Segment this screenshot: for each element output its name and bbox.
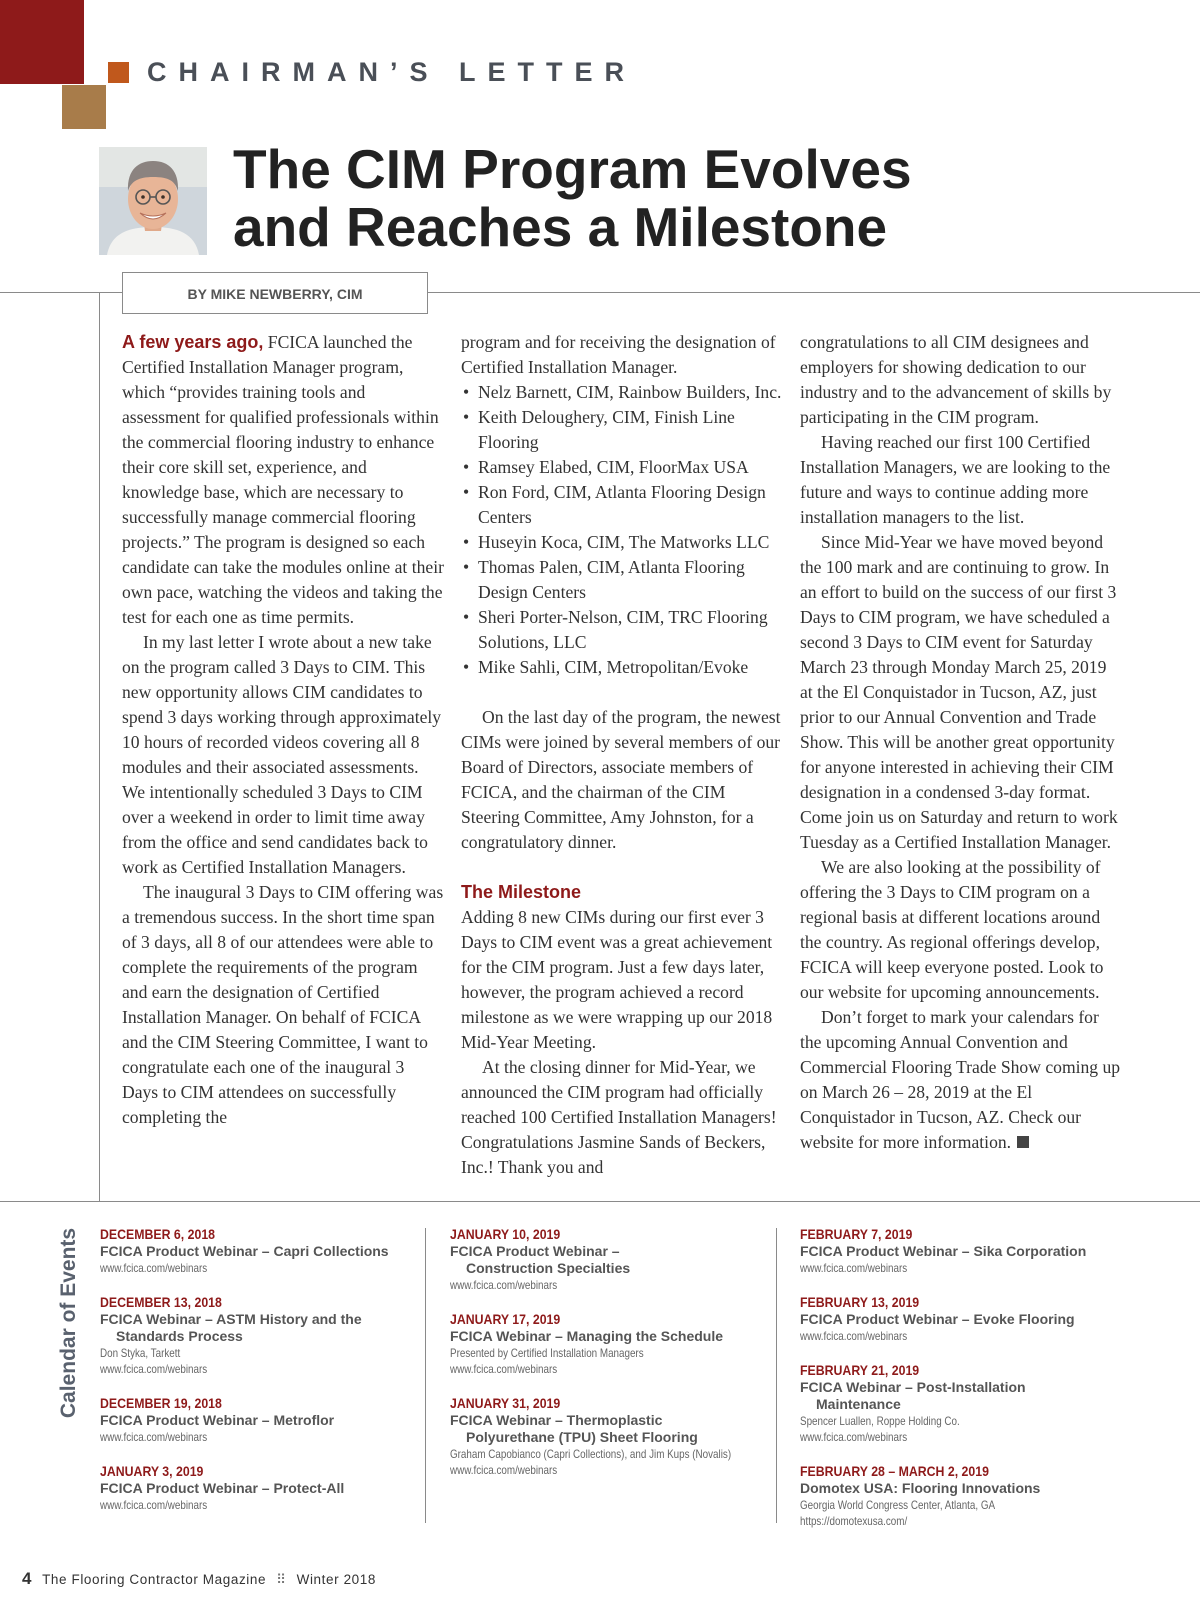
headline [233,140,1153,256]
page-footer [22,1569,376,1589]
event-date: JANUARY 17, 2019 [450,1311,561,1327]
event-date: DECEMBER 13, 2018 [100,1294,222,1310]
event-link[interactable]: www.fcica.com/webinars [800,1261,908,1275]
event-link[interactable]: www.fcica.com/webinars [450,1362,558,1376]
event-title: FCICA Product Webinar – Capri Collections [100,1243,389,1259]
calendar-rule [0,1201,1200,1202]
headline-line-2: and Reaches a Milestone [233,196,888,258]
paragraph: On the last day of the program, the newest CIMs were joined by several members of our Board of Directors, associate members of FCICA, and the chairman of the CIM Steering Committee, Amy Johnston, for a congratulatory dinner. [461,707,781,852]
paragraph: The inaugural 3 Days to CIM offering was a tremendous success. In the short time span of 3 days, all 8 of our attendees were able to complete the requirements of the program and earn the designation of Certified Installation Manager. On behalf of FCICA and the CIM Steering Committee, I want to congratulate each one of the inaugural 3 Days to CIM attendees on successfully completing the [122,882,444,1127]
event-date: FEBRUARY 28 – MARCH 2, 2019 [800,1463,989,1479]
section-marker-square [108,62,129,83]
event-title: FCICA Product Webinar – Protect-All [100,1480,345,1496]
event-title: FCICA Webinar – Managing the Schedule [450,1328,724,1344]
page-number: 4 [22,1569,33,1588]
event-item [100,1294,420,1377]
calendar-divider [425,1228,426,1523]
event-link[interactable]: https://domotexusa.com/ [800,1514,908,1528]
paragraph-text: FCICA launched the Certified Installation Manager program, which “provides training tools and assessment for qualified professionals within the commercial flooring industry to enhance their core skill set, experience, and knowledge base, which are necessary to successfully manage commercial flooring projects.” The program is designed so each candidate can take the modules online at their own pace, watching the videos and taking the test for each one as time permits. [122,332,444,627]
event-title: FCICA Product Webinar – Metroflor [100,1412,335,1428]
event-item [800,1463,1120,1529]
paragraph: congratulations to all CIM designees and employers for showing dedication to our industry and to the advancement of skills by participating in the CIM program. [800,332,1112,427]
list-item: • Huseyin Koca, CIM, The Matworks LLC [461,530,783,555]
paragraph: Since Mid-Year we have moved beyond the 100 mark and are continuing to grow. In an effort to build on the success of our first 3 Days to CIM program, we have scheduled a second 3 Days to CIM event for Saturday March 23 through Monday March 25, 2019 at the El Conquistador in Tucson, AZ, just prior to our Annual Convention and Trade Show. This will be another great opportunity for anyone interested in achieving their CIM designation in a condensed 3-day format. Come join us on Saturday and return to work Tuesday as a Certified Installation Manager. [800,532,1118,852]
event-item [450,1311,770,1377]
paragraph: At the closing dinner for Mid-Year, we announced the CIM program had officially reached 100 Certified Installation Managers! Congratulations Jasmine Sands of Beckers, Inc.! Thank you and [461,1057,777,1177]
event-item [100,1463,420,1513]
event-link[interactable]: www.fcica.com/webinars [100,1261,208,1275]
subhead-milestone: The Milestone [461,882,582,902]
event-date: FEBRUARY 21, 2019 [800,1362,920,1378]
event-item [800,1226,1120,1276]
event-link[interactable]: www.fcica.com/webinars [100,1498,208,1512]
event-item [100,1226,420,1276]
article-column-1 [122,330,444,1130]
event-title: FCICA Webinar – Thermoplastic Polyurethane (TPU) Sheet Flooring [450,1412,698,1445]
event-date: JANUARY 31, 2019 [450,1395,561,1411]
paragraph [800,1005,1122,1155]
paragraph [122,330,444,630]
event-date: DECEMBER 6, 2018 [100,1226,216,1242]
paragraph: Having reached our first 100 Certified Installation Managers, we are looking to the future and ways to continue adding more installation managers to the list. [800,432,1111,527]
event-date: JANUARY 3, 2019 [100,1463,204,1479]
event-item [450,1226,770,1293]
left-column-rule [99,292,100,1202]
paragraph: Adding 8 new CIMs during our first ever 3 Days to CIM event was a great achievement for the CIM program. Just a few days later, however, the program achieved a record milestone as we were wrapping up our 2018 Mid-Year Meeting. [461,907,773,1052]
event-link[interactable]: www.fcica.com/webinars [450,1463,558,1477]
article-column-2 [461,330,783,1180]
event-link[interactable]: www.fcica.com/webinars [800,1329,908,1343]
paragraph-text: Don’t forget to mark your calendars for the upcoming Annual Convention and Commercial Flooring Trade Show coming up on March 26 – 28, 2019 at the El Conquistador in Tucson, AZ. Check our website for more information. [800,1007,1121,1152]
calendar-title-text: Calendar of Events [57,1227,80,1418]
issue-label: Winter 2018 [296,1572,376,1587]
paragraph: program and for receiving the designation of Certified Installation Manager. [461,332,776,377]
list-item: • Ron Ford, CIM, Atlanta Flooring Design Centers [461,480,783,530]
event-item [100,1395,420,1445]
calendar-column-2 [450,1226,770,1496]
calendar-divider [776,1228,777,1523]
event-date: JANUARY 10, 2019 [450,1226,561,1242]
article-column-3 [800,330,1122,1155]
list-item: • Sheri Porter-Nelson, CIM, TRC Flooring Solutions, LLC [461,605,783,655]
event-title: FCICA Webinar – ASTM History and the Standards Process [100,1311,362,1344]
publication-name: The Flooring Contractor Magazine [42,1572,267,1587]
event-title: FCICA Product Webinar – Construction Specialties [450,1243,631,1276]
event-item [800,1294,1120,1344]
list-item: • Mike Sahli, CIM, Metropolitan/Evoke [461,655,783,680]
event-date: FEBRUARY 7, 2019 [800,1226,913,1242]
event-date: DECEMBER 19, 2018 [100,1395,222,1411]
event-link[interactable]: www.fcica.com/webinars [100,1430,208,1444]
list-item: • Ramsey Elabed, CIM, FloorMax USA [461,455,783,480]
event-presenter: Georgia World Congress Center, Atlanta, GA [800,1498,996,1512]
event-link[interactable]: www.fcica.com/webinars [100,1362,208,1376]
event-title: Domotex USA: Flooring Innovations [800,1480,1041,1496]
calendar-column-3 [800,1226,1120,1547]
event-presenter: Spencer Luallen, Roppe Holding Co. [800,1414,960,1428]
list-item: • Keith Deloughery, CIM, Finish Line Flooring [461,405,783,455]
event-presenter: Graham Capobianco (Capri Collections), and Jim Kups (Novalis) [450,1447,732,1461]
event-title: FCICA Product Webinar – Sika Corporation [800,1243,1087,1259]
event-date: FEBRUARY 13, 2019 [800,1294,920,1310]
paragraph: We are also looking at the possibility of offering the 3 Days to CIM program on a regional basis at different locations around the country. As regional offerings develop, FCICA will keep everyone posted. Look to our website for upcoming announcements. [800,857,1104,1002]
event-presenter: Don Styka, Tarkett [100,1346,181,1360]
event-link[interactable]: www.fcica.com/webinars [800,1430,908,1444]
footer-separator-icon: ⠿ [276,1572,287,1587]
event-title: FCICA Product Webinar – Evoke Flooring [800,1311,1075,1327]
calendar-title [54,1227,84,1418]
byline: BY MIKE NEWBERRY, CIM [122,272,428,314]
list-item: • Thomas Palen, CIM, Atlanta Flooring Design Centers [461,555,783,605]
headline-line-1: The CIM Program Evolves [233,138,912,200]
section-label: CHAIRMAN’S LETTER [147,57,636,87]
event-link[interactable]: www.fcica.com/webinars [450,1278,558,1292]
calendar-column-1 [100,1226,420,1531]
event-presenter: Presented by Certified Installation Managers [450,1346,644,1360]
event-item [450,1395,770,1478]
event-title: FCICA Webinar – Post-Installation Maintenance [800,1379,1026,1412]
graduate-list [461,380,783,680]
corner-block-red [0,0,84,84]
author-photo [99,147,207,255]
lead-in: A few years ago, [122,332,264,352]
event-item [800,1362,1120,1445]
paragraph: In my last letter I wrote about a new take on the program called 3 Days to CIM. This new opportunity allows CIM candidates to spend 3 days working through approximately 10 hours of recorded videos covering all 8 modules and their associated assessments. We intentionally scheduled 3 Days to CIM over a weekend in order to limit time away from the office and send candidates back to work as Certified Installation Managers. [122,632,442,877]
list-item: • Nelz Barnett, CIM, Rainbow Builders, Inc. [461,380,783,405]
end-mark-icon [1017,1136,1029,1148]
corner-block-brown [62,85,106,129]
